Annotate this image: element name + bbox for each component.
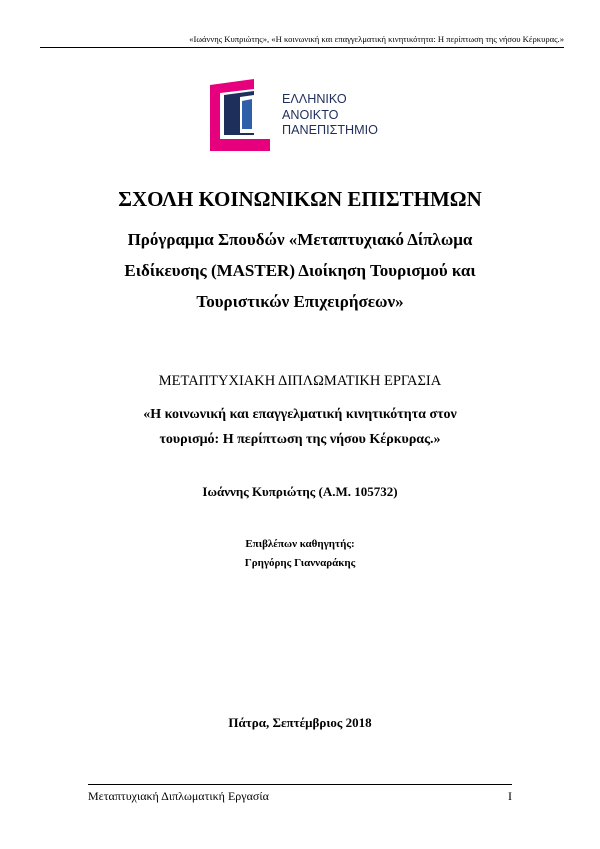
thesis-title-line-1: «Η κοινωνική και επαγγελματική κινητικότητα στον bbox=[143, 407, 457, 422]
supervisor-label: Επιβλέπων καθηγητής: bbox=[245, 538, 355, 550]
logo-emblem-icon bbox=[206, 77, 280, 153]
logo-line-3: ΠΑΝΕΠΙΣΤΗΜΙΟ bbox=[282, 123, 378, 137]
page-number: I bbox=[508, 789, 512, 803]
logo-wordmark bbox=[282, 92, 378, 139]
school-name: ΣΧΟΛΗ ΚΟΙΝΩΝΙΚΩΝ ΕΠΙΣΤΗΜΩΝ bbox=[118, 187, 482, 211]
thesis-type: ΜΕΤΑΠΤΥΧΙΑΚΗ ΔΙΠΛΩΜΑΤΙΚΗ ΕΡΓΑΣΙΑ bbox=[158, 373, 442, 389]
author-name: Ιωάννης Κυπριώτης (Α.Μ. 105732) bbox=[202, 484, 398, 499]
thesis-title bbox=[0, 402, 600, 452]
program-title bbox=[0, 224, 600, 317]
supervisor-name: Γρηγόρης Γιανναράκης bbox=[244, 557, 356, 569]
program-line-2: Ειδίκευσης (MASTER) Διοίκηση Τουρισμού και bbox=[124, 261, 476, 280]
program-line-3: Τουριστικών Επιχειρήσεων» bbox=[196, 292, 404, 311]
logo-line-2: ΑΝΟΙΚΤΟ bbox=[282, 107, 339, 122]
university-logo bbox=[206, 77, 406, 153]
logo-line-1: ΕΛΛΗΝΙΚΟ bbox=[282, 92, 347, 106]
running-header: «Ιωάννης Κυπριώτης», «Η κοινωνική και επαγγελματική κινητικότητα: Η περίπτωση της νήσου Κέρκυρας.» bbox=[40, 34, 564, 48]
thesis-title-line-2: τουρισμό: Η περίπτωση της νήσου Κέρκυρας.» bbox=[159, 432, 441, 447]
footer-label: Μεταπτυχιακή Διπλωματική Εργασία bbox=[88, 789, 269, 803]
page-footer bbox=[88, 784, 512, 804]
place-date: Πάτρα, Σεπτέμβριος 2018 bbox=[228, 715, 372, 730]
program-line-1: Πρόγραμμα Σπουδών «Μεταπτυχιακό Δίπλωμα bbox=[127, 230, 473, 249]
